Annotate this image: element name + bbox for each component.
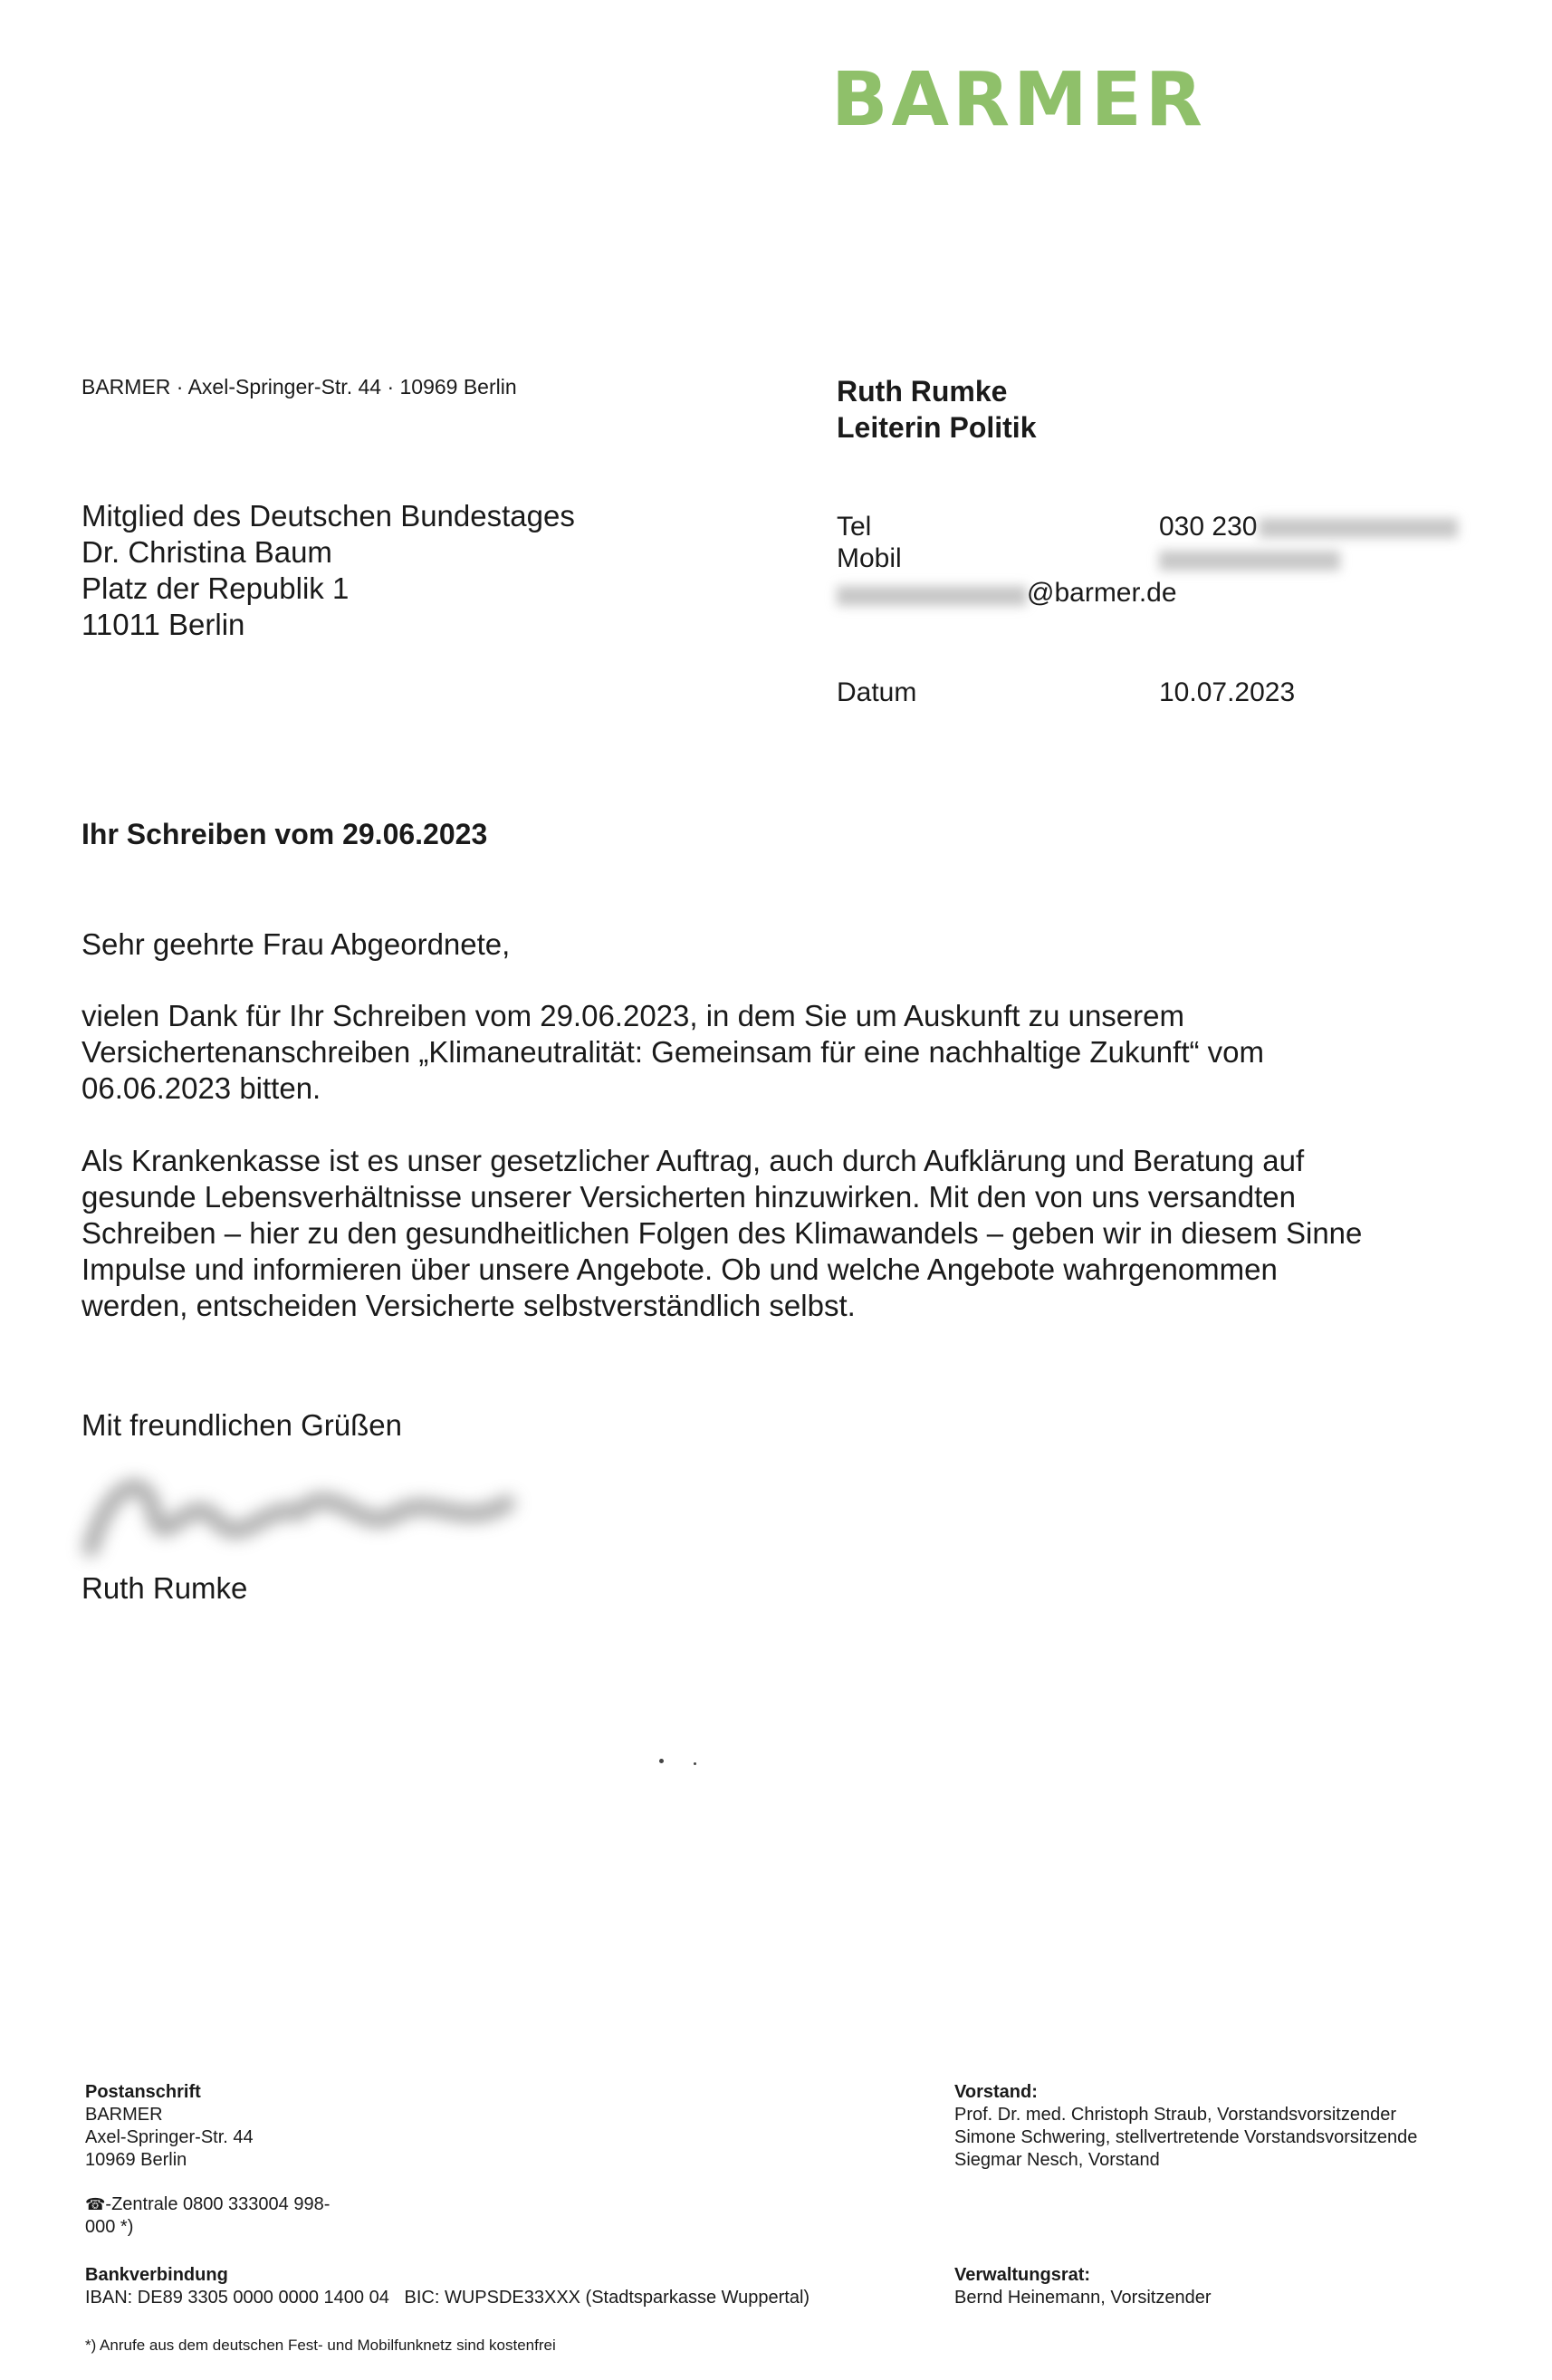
footer-phone bbox=[85, 2193, 330, 2239]
board-line: Siegmar Nesch, Vorstand bbox=[954, 2150, 1160, 2170]
paragraph-line: werden, entscheiden Versicherte selbstverständlich selbst. bbox=[81, 1289, 856, 1322]
recipient-line: Mitglied des Deutschen Bundestages bbox=[81, 499, 575, 533]
footer-board bbox=[954, 2081, 1417, 2172]
footer-council bbox=[954, 2264, 1212, 2309]
footer-postal bbox=[85, 2081, 254, 2172]
tel-number: 030 230 bbox=[1159, 512, 1258, 542]
scan-speck bbox=[694, 1762, 696, 1765]
paragraph-line: gesunde Lebensverhältnisse unserer Versicherten hinzuwirken. Mit den von uns versandten bbox=[81, 1180, 1296, 1214]
date-value: 10.07.2023 bbox=[1159, 677, 1296, 707]
tel-value bbox=[1159, 512, 1458, 542]
sender-block bbox=[837, 373, 1036, 446]
paragraph-2 bbox=[81, 1143, 1458, 1324]
postal-line: BARMER bbox=[85, 2105, 163, 2125]
phone-line: 000 *) bbox=[85, 2217, 134, 2237]
recipient-line: Platz der Republik 1 bbox=[81, 571, 350, 605]
tel-label: Tel bbox=[837, 512, 872, 542]
redacted-email bbox=[837, 586, 1027, 606]
letter-subject: Ihr Schreiben vom 29.06.2023 bbox=[81, 818, 488, 850]
recipient-address bbox=[81, 498, 575, 643]
phone-line: ☎-Zentrale 0800 333004 998- bbox=[85, 2194, 331, 2214]
footer-footnote: *) Anrufe aus dem deutschen Fest- und Mobilfunknetz sind kostenfrei bbox=[85, 2337, 556, 2354]
redacted-phone bbox=[1259, 518, 1458, 538]
postal-heading: Postanschrift bbox=[85, 2082, 201, 2102]
sender-title: Leiterin Politik bbox=[837, 411, 1037, 444]
salutation: Sehr geehrte Frau Abgeordnete, bbox=[81, 927, 511, 961]
redacted-mobile bbox=[1159, 551, 1340, 571]
bank-heading: Bankverbindung bbox=[85, 2265, 228, 2285]
council-line: Bernd Heinemann, Vorsitzender bbox=[954, 2288, 1212, 2308]
postal-line: 10969 Berlin bbox=[85, 2150, 187, 2170]
signer-name: Ruth Rumke bbox=[81, 1571, 248, 1605]
email-domain: @barmer.de bbox=[1027, 578, 1177, 608]
postal-line: Axel-Springer-Str. 44 bbox=[85, 2127, 254, 2147]
date-label: Datum bbox=[837, 677, 917, 707]
footer-bank bbox=[85, 2264, 810, 2309]
council-heading: Verwaltungsrat: bbox=[954, 2265, 1091, 2285]
board-heading: Vorstand: bbox=[954, 2082, 1038, 2102]
paragraph-line: Als Krankenkasse ist es unser gesetzlicher Auftrag, auch durch Aufklärung und Beratung auf bbox=[81, 1144, 1305, 1177]
board-line: Prof. Dr. med. Christoph Straub, Vorstandsvorsitzender bbox=[954, 2105, 1396, 2125]
telephone-icon: ☎ bbox=[85, 2195, 106, 2213]
mobil-label: Mobil bbox=[837, 543, 902, 573]
closing: Mit freundlichen Grüßen bbox=[81, 1408, 402, 1442]
redacted-signature bbox=[72, 1449, 543, 1576]
scan-speck bbox=[659, 1759, 664, 1763]
paragraph-line: 06.06.2023 bitten. bbox=[81, 1071, 321, 1105]
sender-return-address: BARMER · Axel-Springer-Str. 44 · 10969 Berlin bbox=[81, 375, 517, 398]
paragraph-1 bbox=[81, 998, 1458, 1107]
paragraph-line: vielen Dank für Ihr Schreiben vom 29.06.2023, in dem Sie um Auskunft zu unserem bbox=[81, 999, 1184, 1032]
recipient-line: Dr. Christina Baum bbox=[81, 535, 332, 569]
board-line: Simone Schwering, stellvertretende Vorstandsvorsitzende bbox=[954, 2127, 1418, 2147]
sender-name: Ruth Rumke bbox=[837, 375, 1008, 408]
barmer-logo: BARMER bbox=[831, 57, 1206, 143]
recipient-line: 11011 Berlin bbox=[81, 608, 245, 641]
bank-line: IBAN: DE89 3305 0000 0000 1400 04 BIC: WUPSDE33XXX (Stadtsparkasse Wuppertal) bbox=[85, 2288, 810, 2308]
paragraph-line: Schreiben – hier zu den gesundheitlichen Folgen des Klimawandels – geben wir in diesem Sinne bbox=[81, 1216, 1363, 1250]
paragraph-line: Impulse und informieren über unsere Angebote. Ob und welche Angebote wahrgenommen bbox=[81, 1252, 1278, 1286]
paragraph-line: Versichertenanschreiben „Klimaneutralität: Gemeinsam für eine nachhaltige Zukunft“ vom bbox=[81, 1035, 1264, 1069]
